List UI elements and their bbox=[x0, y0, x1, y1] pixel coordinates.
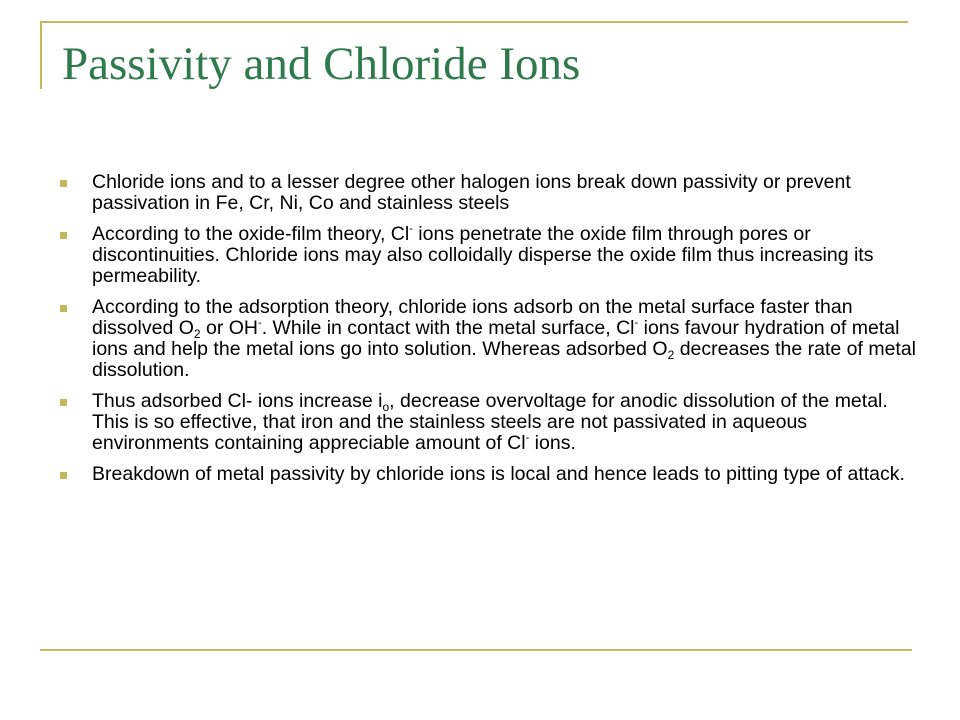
bullet-item bbox=[60, 464, 920, 485]
bottom-rule bbox=[40, 649, 912, 651]
bullet-text: Thus adsorbed Cl- ions increase i bbox=[92, 390, 383, 412]
top-rule bbox=[40, 21, 908, 23]
superscript: - bbox=[409, 223, 413, 235]
bullet-text: Chloride ions and to a lesser degree other halogen ions break down passivity or prevent passivation in Fe, Cr, Ni, Co and stainless steels bbox=[92, 171, 851, 214]
subscript: 2 bbox=[193, 327, 201, 341]
superscript: - bbox=[634, 317, 639, 329]
subscript: o bbox=[382, 400, 390, 414]
bullet-text: According to the oxide-film theory, Cl bbox=[92, 223, 410, 245]
bullet-text: or OH bbox=[200, 317, 259, 339]
bullet-text: decreases the rate of metal dissolution. bbox=[92, 338, 917, 381]
square-bullet-icon bbox=[60, 399, 67, 406]
bullet-item bbox=[60, 224, 920, 287]
square-bullet-icon bbox=[60, 305, 67, 312]
bullet-text: . While in contact with the metal surface, Cl bbox=[261, 317, 635, 339]
bullet-item bbox=[60, 172, 920, 214]
bullet-text: According to the adsorption theory, chloride ions adsorb on the metal surface faster than dissolved O bbox=[92, 296, 853, 339]
bullet-text: Breakdown of metal passivity by chloride ions is local and hence leads to pitting type of attack. bbox=[92, 463, 905, 485]
subscript: 2 bbox=[667, 348, 675, 362]
bullet-text: ions. bbox=[529, 432, 576, 454]
bullet-text: ions penetrate the oxide film through pores or discontinuities. Chloride ions may also colloidally disperse the oxide film thus increasing its permeability. bbox=[92, 223, 874, 287]
square-bullet-icon bbox=[60, 232, 67, 239]
bullet-item bbox=[60, 391, 920, 454]
bullet-list bbox=[60, 172, 920, 495]
bullet-text: ions favour hydration of metal ions and help the metal ions go into solution. Whereas adsorbed O bbox=[92, 317, 900, 360]
square-bullet-icon bbox=[60, 472, 67, 479]
left-rule bbox=[40, 21, 42, 89]
bullet-item bbox=[60, 297, 920, 381]
bullet-text: , decrease overvoltage for anodic dissolution of the metal. This is so effective, that iron and the stainless steels are not passivated in aqueous environments containing appreciable amount of Cl bbox=[92, 390, 888, 454]
superscript: - bbox=[258, 317, 262, 329]
superscript: - bbox=[525, 432, 530, 444]
square-bullet-icon bbox=[60, 180, 67, 187]
slide-title: Passivity and Chloride Ions bbox=[62, 38, 581, 90]
